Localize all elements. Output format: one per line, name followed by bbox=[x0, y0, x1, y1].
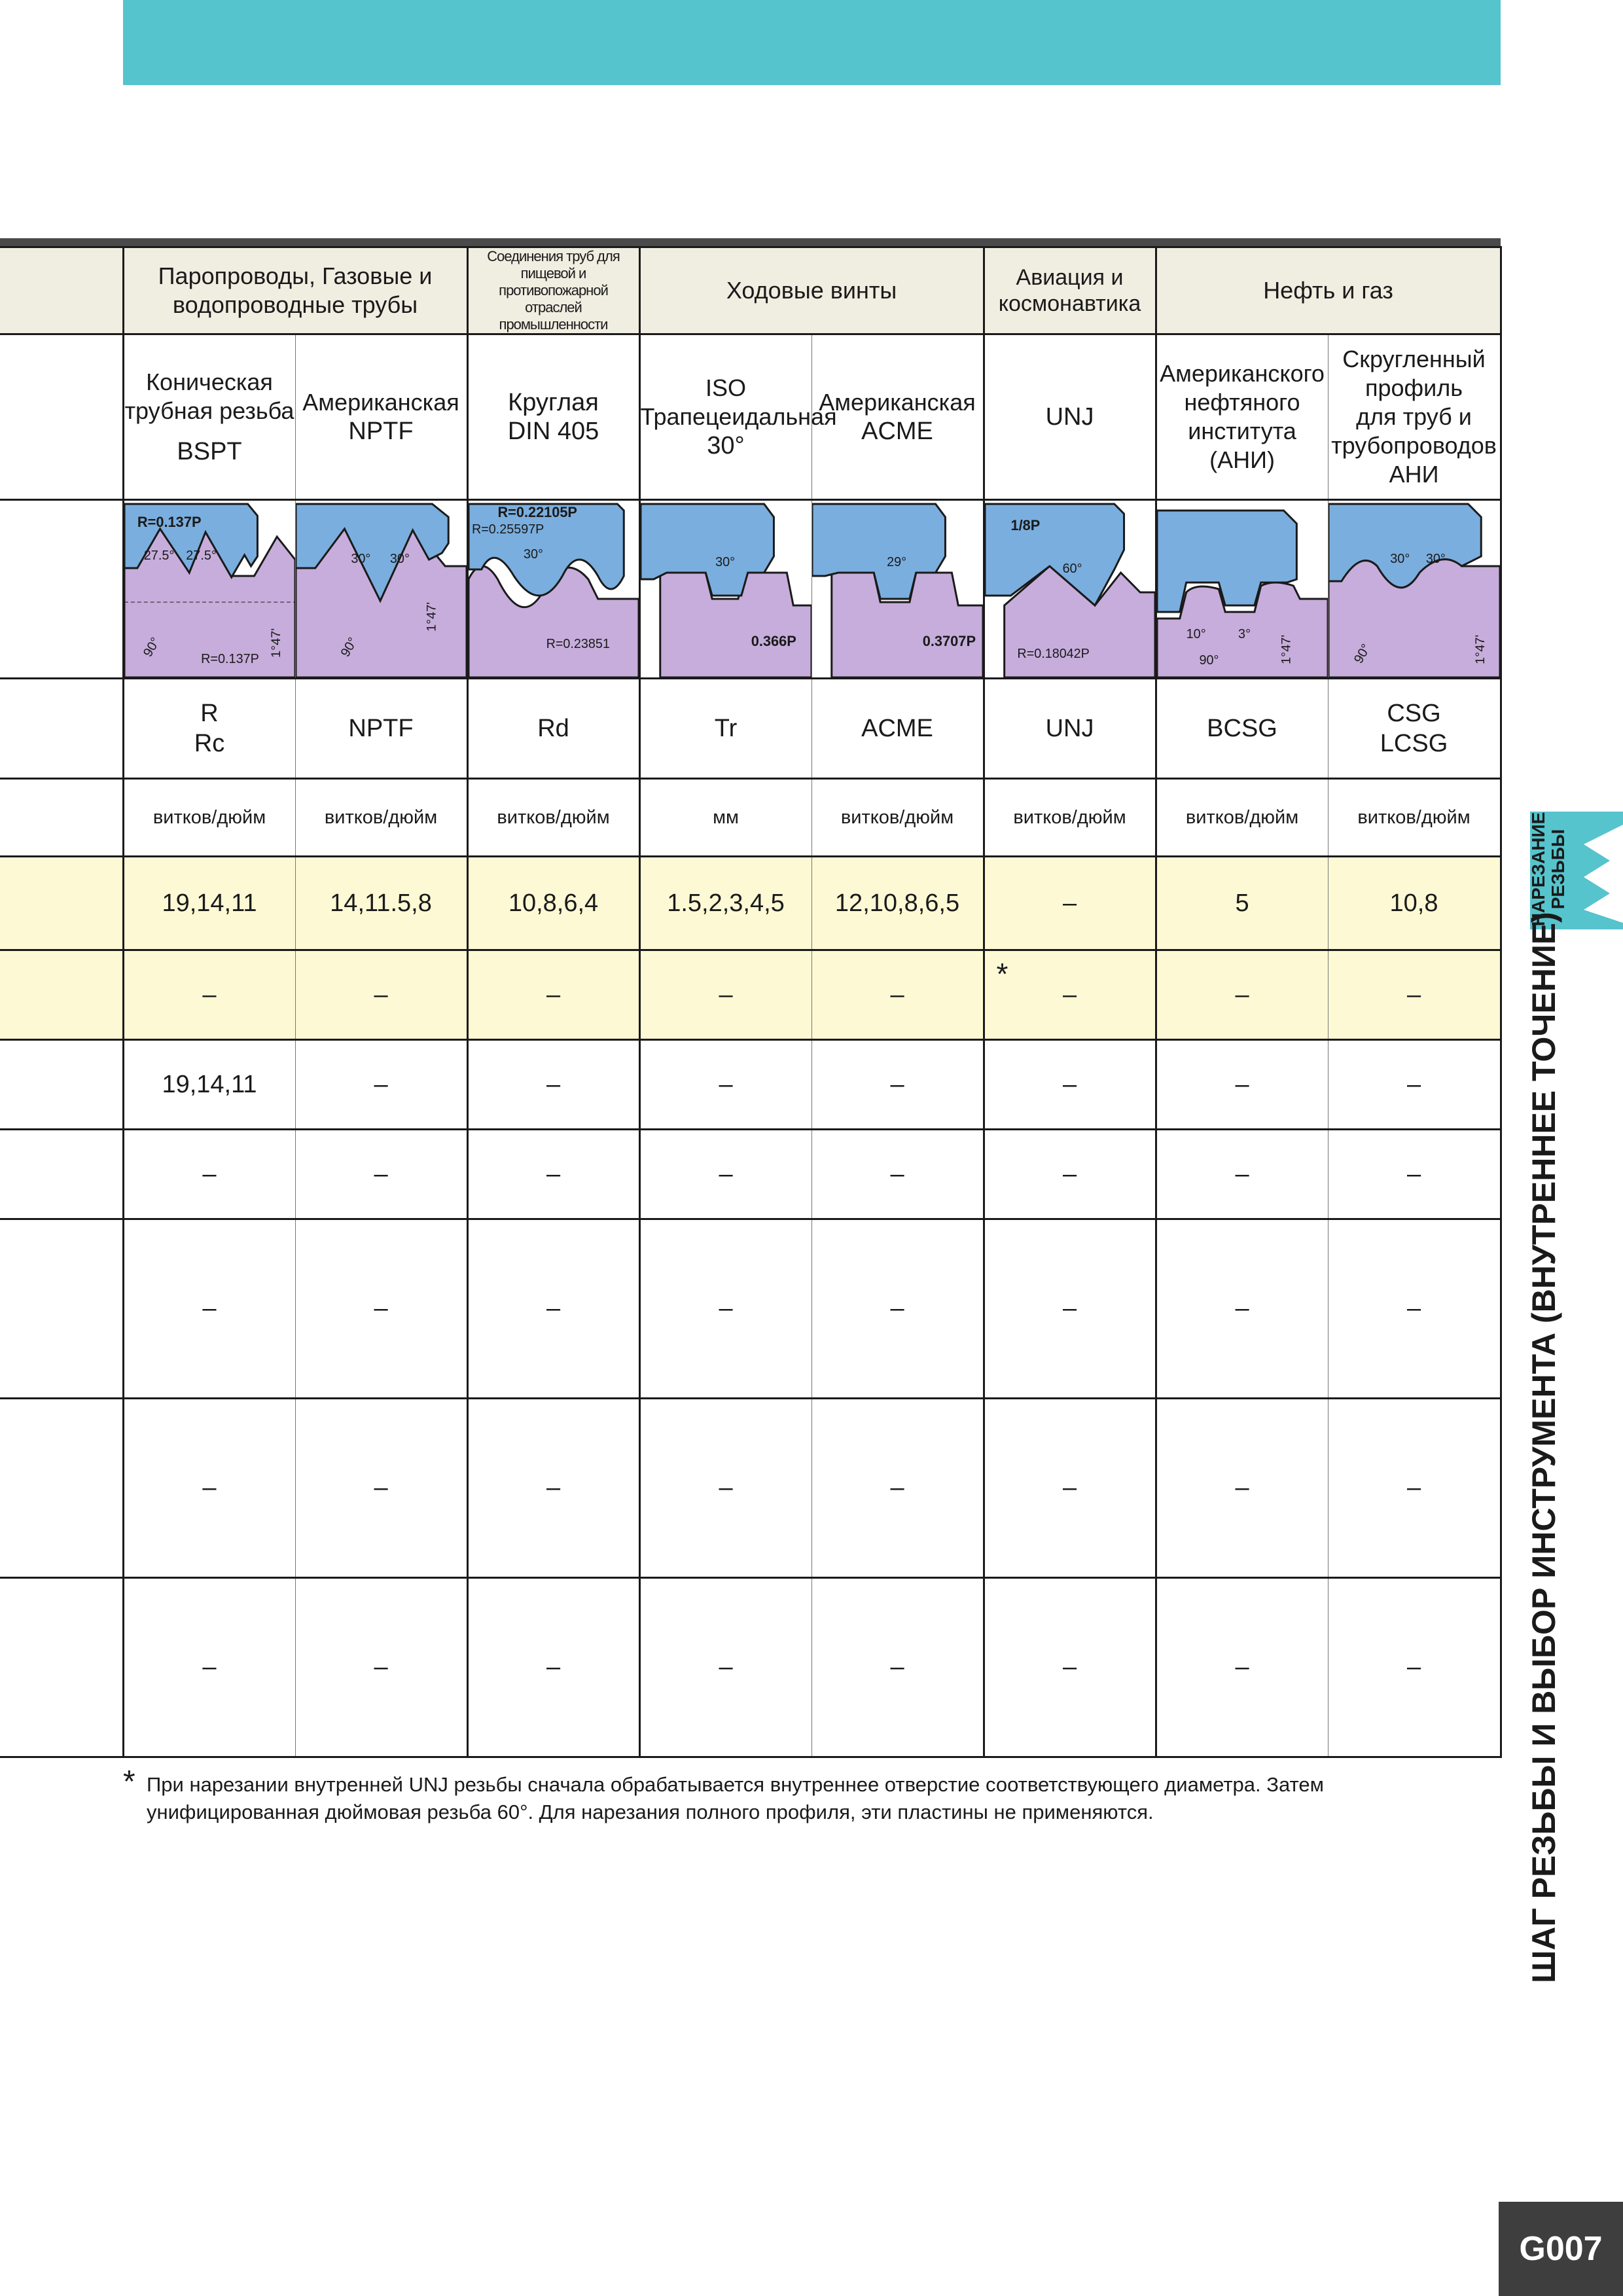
thread-name bbox=[1328, 334, 1501, 500]
footnote-line: При нарезании внутренней UNJ резьбы сначала обрабатывается внутреннее отверстие соответствующего диаметра. Затем bbox=[147, 1773, 1324, 1796]
table-row bbox=[0, 1399, 1501, 1578]
pitch-cell bbox=[984, 950, 1156, 1040]
unit-cell: витков/дюйм bbox=[812, 779, 984, 857]
group-header bbox=[123, 247, 467, 334]
thread-name bbox=[295, 334, 467, 500]
name-line: Коническая bbox=[146, 368, 273, 395]
table-cell: – bbox=[123, 1578, 295, 1757]
thread-name bbox=[984, 334, 1156, 500]
pitch-cell: 1.5,2,3,4,5 bbox=[639, 857, 812, 950]
rd-r1: R=0.22105P bbox=[497, 503, 577, 521]
name-line: трубопроводов bbox=[1331, 432, 1497, 459]
table-cell: – bbox=[984, 1130, 1156, 1219]
table-row bbox=[0, 1040, 1501, 1130]
table-cell: – bbox=[1156, 1040, 1328, 1130]
table-cell: – bbox=[123, 1219, 295, 1399]
bcsg-profile-diagram bbox=[1156, 500, 1328, 679]
thread-name bbox=[812, 334, 984, 500]
table-cell: 19,14,11 bbox=[123, 1040, 295, 1130]
row-label-cell bbox=[0, 1219, 123, 1399]
bcsg-taper: 1°47' bbox=[1279, 634, 1293, 664]
pitch-cell: 10,8 bbox=[1328, 857, 1501, 950]
bspt-r-top: R=0.137P bbox=[137, 513, 202, 531]
table-row bbox=[0, 1219, 1501, 1399]
pitch-cell: – bbox=[467, 950, 639, 1040]
thread-code: ACME bbox=[812, 679, 984, 779]
tr-profile-diagram bbox=[639, 500, 812, 679]
bspt-profile-diagram bbox=[123, 500, 295, 679]
table-cell: – bbox=[1328, 1219, 1501, 1399]
table-cell: – bbox=[295, 1399, 467, 1578]
thread-name bbox=[1156, 334, 1328, 500]
section-tab-label bbox=[1529, 810, 1568, 928]
unit-cell: витков/дюйм bbox=[295, 779, 467, 857]
unj-profile-diagram bbox=[984, 500, 1156, 679]
group-label: Ходовые винты bbox=[726, 277, 897, 304]
table-cell: – bbox=[984, 1578, 1156, 1757]
thread-pitch-table bbox=[0, 246, 1502, 1758]
table-cell: – bbox=[812, 1130, 984, 1219]
group-header bbox=[467, 247, 639, 334]
group-label: Авиация и космонавтика bbox=[998, 265, 1141, 316]
name-line: АНИ bbox=[1389, 461, 1439, 488]
side-title: ШАГ РЕЗЬБЫ И ВЫБОР ИНСТРУМЕНТА (ВНУТРЕННЕЕ ТОЧЕНИЕ) bbox=[1525, 912, 1562, 1983]
profile-diagram-row bbox=[0, 500, 1501, 679]
group-header bbox=[984, 247, 1156, 334]
bcsg-a90: 90° bbox=[1199, 653, 1219, 668]
unit-cell: витков/дюйм bbox=[467, 779, 639, 857]
thread-code bbox=[1328, 679, 1501, 779]
table-cell: – bbox=[1156, 1219, 1328, 1399]
pitch-cell: – bbox=[295, 950, 467, 1040]
unit-cell: витков/дюйм bbox=[1156, 779, 1328, 857]
thread-name bbox=[123, 334, 295, 500]
rd-profile-diagram bbox=[467, 500, 639, 679]
rd-r2: R=0.25597P bbox=[471, 522, 544, 537]
table-cell: – bbox=[812, 1219, 984, 1399]
name-line: Американская bbox=[819, 389, 976, 416]
table-cell: – bbox=[639, 1219, 812, 1399]
name-line: Американская bbox=[302, 389, 459, 416]
group-header bbox=[639, 247, 984, 334]
row-label-cell bbox=[0, 334, 123, 500]
table-top-rule bbox=[0, 238, 1501, 246]
section-tab-line: РЕЗЬБЫ bbox=[1548, 829, 1568, 910]
row-label-cell bbox=[0, 1130, 123, 1219]
row-label-cell bbox=[0, 857, 123, 950]
table-cell: – bbox=[467, 1219, 639, 1399]
code-line: LCSG bbox=[1380, 730, 1448, 757]
acme-dim: 0.3707P bbox=[922, 632, 976, 650]
bcsg-a10: 10° bbox=[1186, 626, 1206, 642]
pitch-row bbox=[0, 857, 1501, 950]
table-cell: – bbox=[123, 1399, 295, 1578]
section-tab-line: НАРЕЗАНИЕ bbox=[1528, 812, 1548, 927]
table-row bbox=[0, 1130, 1501, 1219]
table-cell: – bbox=[1328, 1130, 1501, 1219]
table-cell: – bbox=[639, 1578, 812, 1757]
table-cell: – bbox=[295, 1040, 467, 1130]
tr-dim: 0.366P bbox=[751, 632, 796, 650]
table-cell: – bbox=[1156, 1399, 1328, 1578]
name-line: нефтяного bbox=[1184, 389, 1300, 416]
table-cell: – bbox=[467, 1040, 639, 1130]
bspt-r-bot: R=0.137P bbox=[200, 651, 259, 667]
name-line: трубная резьба bbox=[124, 397, 294, 424]
row-label-cell bbox=[0, 679, 123, 779]
unj-ang: 60° bbox=[1062, 561, 1082, 577]
group-label: Соединения труб для пищевой и противопожарной отраслей промышленности bbox=[487, 248, 620, 332]
nptf-ang2: 30° bbox=[389, 551, 410, 567]
rd-r3: R=0.23851 bbox=[546, 636, 610, 652]
name-line: для труб и bbox=[1356, 403, 1472, 430]
pitch-cell: 12,10,8,6,5 bbox=[812, 857, 984, 950]
csg-ang1: 30° bbox=[1389, 551, 1410, 567]
name-line: 30° bbox=[707, 432, 745, 459]
bcsg-a3: 3° bbox=[1238, 626, 1251, 642]
pitch-cell: – bbox=[812, 950, 984, 1040]
row-label-cell bbox=[0, 1040, 123, 1130]
thread-code: BCSG bbox=[1156, 679, 1328, 779]
table-cell: – bbox=[1156, 1130, 1328, 1219]
bspt-ang2: 27.5° bbox=[185, 548, 217, 564]
nptf-ang1: 30° bbox=[350, 551, 370, 567]
table-cell: – bbox=[1328, 1578, 1501, 1757]
table-cell: – bbox=[984, 1040, 1156, 1130]
table-cell: – bbox=[639, 1040, 812, 1130]
code-line: Rc bbox=[194, 730, 225, 757]
table-cell: – bbox=[295, 1578, 467, 1757]
name-line: института bbox=[1188, 418, 1296, 444]
table-cell: – bbox=[812, 1040, 984, 1130]
row-label-cell bbox=[0, 950, 123, 1040]
nptf-taper: 1°47' bbox=[423, 601, 438, 632]
table-cell: – bbox=[467, 1130, 639, 1219]
table-cell: – bbox=[1328, 1040, 1501, 1130]
table-cell: – bbox=[812, 1578, 984, 1757]
table-cell: – bbox=[123, 1130, 295, 1219]
asterisk-marker: * bbox=[996, 957, 1008, 991]
table-cell: – bbox=[467, 1578, 639, 1757]
csg-taper: 1°47' bbox=[1472, 634, 1488, 664]
thread-code: NPTF bbox=[295, 679, 467, 779]
table-cell: – bbox=[984, 1399, 1156, 1578]
thread-tooth-icon bbox=[1584, 825, 1623, 923]
csg-profile-diagram bbox=[1328, 500, 1501, 679]
csg-ang2: 30° bbox=[1425, 551, 1446, 567]
acme-ang: 29° bbox=[886, 554, 906, 570]
rd-ang: 30° bbox=[523, 547, 543, 562]
thread-code: UNJ bbox=[984, 679, 1156, 779]
name-line: Трапецеидальная bbox=[640, 403, 837, 430]
group-header-row bbox=[0, 247, 1501, 334]
thread-name bbox=[467, 334, 639, 500]
row-label-cell bbox=[0, 500, 123, 679]
acme-profile-diagram bbox=[812, 500, 984, 679]
thread-name-row bbox=[0, 334, 1501, 500]
table-cell: – bbox=[1156, 1578, 1328, 1757]
pitch-cell: – bbox=[123, 950, 295, 1040]
group-label: Паропроводы, Газовые и водопроводные трубы bbox=[158, 262, 433, 318]
pitch-cell: – bbox=[639, 950, 812, 1040]
bspt-ang1: 27.5° bbox=[143, 548, 174, 564]
pitch-value: – bbox=[1062, 980, 1077, 1009]
pitch-cell: – bbox=[984, 857, 1156, 950]
name-line: Скругленный bbox=[1342, 346, 1486, 372]
row-label-cell bbox=[0, 247, 123, 334]
nptf-profile-diagram bbox=[295, 500, 467, 679]
footnote-star: * bbox=[123, 1765, 135, 1799]
name-line: ACME bbox=[861, 418, 933, 445]
pitch-cell: 19,14,11 bbox=[123, 857, 295, 950]
unit-cell: мм bbox=[639, 779, 812, 857]
thread-code: Tr bbox=[639, 679, 812, 779]
table-cell: – bbox=[984, 1219, 1156, 1399]
table-cell: – bbox=[639, 1130, 812, 1219]
name-line: ISO bbox=[705, 374, 747, 401]
table-row bbox=[0, 1578, 1501, 1757]
thread-name bbox=[639, 334, 837, 500]
thread-code bbox=[123, 679, 295, 779]
group-label: Нефть и газ bbox=[1263, 277, 1393, 304]
tr-ang: 30° bbox=[715, 554, 735, 570]
pitch-row bbox=[0, 950, 1501, 1040]
name-line: NPTF bbox=[348, 418, 414, 445]
unit-cell: витков/дюйм bbox=[123, 779, 295, 857]
name-line: (АНИ) bbox=[1209, 446, 1275, 473]
code-line: R bbox=[200, 700, 219, 727]
unit-cell: витков/дюйм bbox=[984, 779, 1156, 857]
code-line: CSG bbox=[1387, 700, 1441, 727]
bspt-a90: 90° bbox=[140, 635, 163, 660]
page-number: G007 bbox=[1499, 2202, 1623, 2296]
footnote bbox=[123, 1765, 1484, 1826]
table-cell: – bbox=[295, 1130, 467, 1219]
pitch-cell: – bbox=[1156, 950, 1328, 1040]
unit-cell: витков/дюйм bbox=[1328, 779, 1501, 857]
thread-code-row bbox=[0, 679, 1501, 779]
row-label-cell bbox=[0, 1578, 123, 1757]
csg-a90: 90° bbox=[1351, 641, 1374, 666]
unj-r: R=0.18042P bbox=[1016, 646, 1090, 662]
table-cell: – bbox=[639, 1399, 812, 1578]
name-line: DIN 405 bbox=[507, 418, 599, 445]
pitch-cell: 14,11.5,8 bbox=[295, 857, 467, 950]
name-line: профиль bbox=[1365, 374, 1463, 401]
footnote-line: унифицированная дюймовая резьба 60°. Для нарезания полного профиля, эти пластины не применяются. bbox=[147, 1801, 1154, 1823]
name-line: BSPT bbox=[177, 438, 242, 465]
table-cell: – bbox=[467, 1399, 639, 1578]
pitch-cell: 10,8,6,4 bbox=[467, 857, 639, 950]
bspt-taper: 1°47' bbox=[268, 628, 283, 658]
pitch-cell: 5 bbox=[1156, 857, 1328, 950]
table-cell: – bbox=[295, 1219, 467, 1399]
row-label-cell bbox=[0, 779, 123, 857]
top-accent-band bbox=[123, 0, 1501, 85]
name-line: Круглая bbox=[508, 389, 599, 416]
table-cell: – bbox=[1328, 1399, 1501, 1578]
row-label-cell bbox=[0, 1399, 123, 1578]
name-line: UNJ bbox=[1045, 403, 1094, 431]
thread-code: Rd bbox=[467, 679, 639, 779]
table-cell: – bbox=[812, 1399, 984, 1578]
nptf-a90: 90° bbox=[338, 635, 361, 660]
group-header bbox=[1156, 247, 1501, 334]
pitch-cell: – bbox=[1328, 950, 1501, 1040]
unit-row bbox=[0, 779, 1501, 857]
unj-flat: 1/8P bbox=[1010, 516, 1040, 534]
name-line: Американского bbox=[1160, 360, 1325, 387]
